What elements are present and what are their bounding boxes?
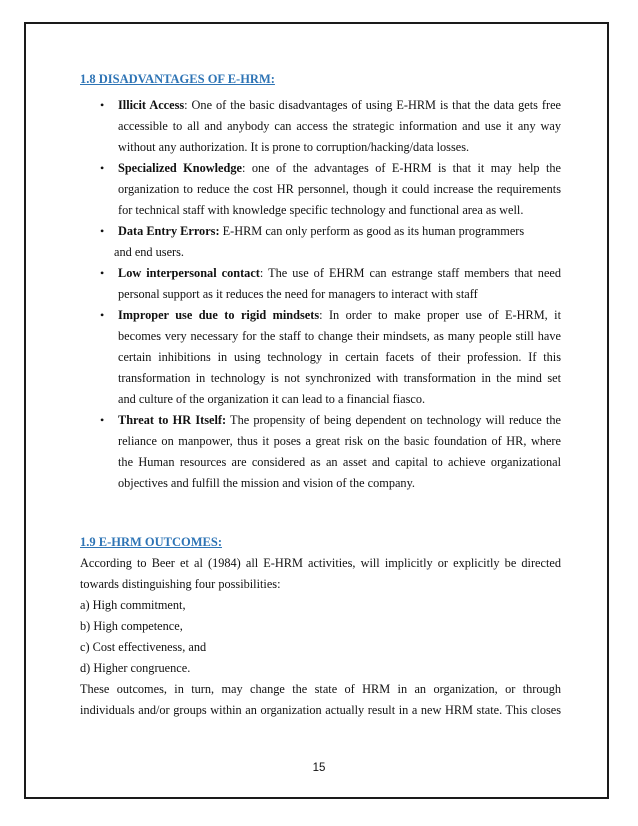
bullet-illicit-access-line-2: accessible to all and anybody can access the strategic information and use it any way — [118, 119, 561, 133]
bullet-improper-use-line-4: transformation in technology is not synchronized with transformation in the mind set — [118, 371, 561, 385]
bullet-term: Illicit Access — [118, 98, 185, 112]
bullet-illicit-access-line-3: without any authorization. It is prone to corruption/hacking/data losses. — [118, 140, 470, 154]
bullet-improper-use-line-5: and culture of the organization it can lead to a financial fiasco. — [118, 392, 426, 406]
bullet-term: Low interpersonal contact — [118, 266, 260, 280]
bullet-threat-to-hr-line-4: objectives and fulfill the mission and vision of the company. — [118, 476, 416, 490]
outcome-item-a: a) High commitment, — [80, 598, 186, 612]
bullet-data-entry-errors-line-1: Data Entry Errors: E-HRM can only perform as good as its human programmers — [118, 224, 525, 238]
bullet-term: Specialized Knowledge — [118, 161, 242, 175]
section-heading-outcomes: 1.9 E-HRM OUTCOMES: — [80, 535, 223, 549]
bullet-improper-use-line-2: becomes very necessary for the staff to change their mindsets, as many people still have — [118, 329, 561, 343]
outcomes-paragraph-line-1: According to Beer et al (1984) all E-HRM activities, will implicitly or explicitly be directed — [80, 556, 561, 570]
bullet-icon: • — [100, 224, 105, 238]
bullet-illicit-access-line-1: Illicit Access: One of the basic disadvantages of using E-HRM is that the data gets free — [118, 98, 561, 112]
bullet-icon: • — [100, 266, 105, 280]
outcome-item-d: d) Higher congruence. — [80, 661, 191, 675]
section-heading-disadvantages: 1.8 DISADVANTAGES OF E-HRM: — [80, 72, 275, 86]
bullet-low-interpersonal-contact-line-1: Low interpersonal contact: The use of EHRM can estrange staff members that need — [118, 266, 562, 280]
bullet-threat-to-hr-line-2: reliance on manpower, thus it poses a great risk on the basic foundation of HR, where — [118, 434, 561, 448]
bullet-low-interpersonal-contact-line-2: personal support as it reduces the need for managers to interact with staff — [118, 287, 478, 301]
outcomes-paragraph-line-2: towards distinguishing four possibilities: — [80, 577, 281, 591]
bullet-threat-to-hr-line-3: the Human resources are considered as an asset and capital to achieve organizational — [118, 455, 561, 469]
bullet-specialized-knowledge-line-1: Specialized Knowledge: one of the advantages of E-HRM is that it may help the — [118, 161, 562, 175]
outcomes-closing-line-1: These outcomes, in turn, may change the state of HRM in an organization, or through — [80, 682, 561, 696]
bullet-term: Threat to HR Itself: — [118, 413, 227, 427]
bullet-threat-to-hr-line-1: Threat to HR Itself: The propensity of being dependent on technology will reduce the — [118, 413, 561, 427]
bullet-data-entry-errors-line-2: and end users. — [114, 245, 185, 259]
bullet-improper-use-line-3: certain inhibitions in using technology in certain facets of their profession. If this — [118, 350, 561, 364]
bullet-term: Data Entry Errors: — [118, 224, 220, 238]
bullet-icon: • — [100, 413, 105, 427]
bullet-improper-use-line-1: Improper use due to rigid mindsets: In order to make proper use of E-HRM, it — [118, 308, 561, 322]
bullet-icon: • — [100, 308, 105, 322]
bullet-icon: • — [100, 161, 105, 175]
outcome-item-c: c) Cost effectiveness, and — [80, 640, 207, 654]
bullet-icon: • — [100, 98, 105, 112]
bullet-specialized-knowledge-line-3: for technical staff with knowledge specific technology and functional area as well. — [118, 203, 524, 217]
bullet-term: Improper use due to rigid mindsets — [118, 308, 320, 322]
page-number: 15 — [312, 762, 326, 774]
outcomes-closing-line-2: individuals and/or groups within an organization actually result in a new HRM state. This closes — [80, 703, 561, 717]
bullet-specialized-knowledge-line-2: organization to reduce the cost HR personnel, though it could increase the requirements — [118, 182, 561, 196]
outcome-item-b: b) High competence, — [80, 619, 183, 633]
